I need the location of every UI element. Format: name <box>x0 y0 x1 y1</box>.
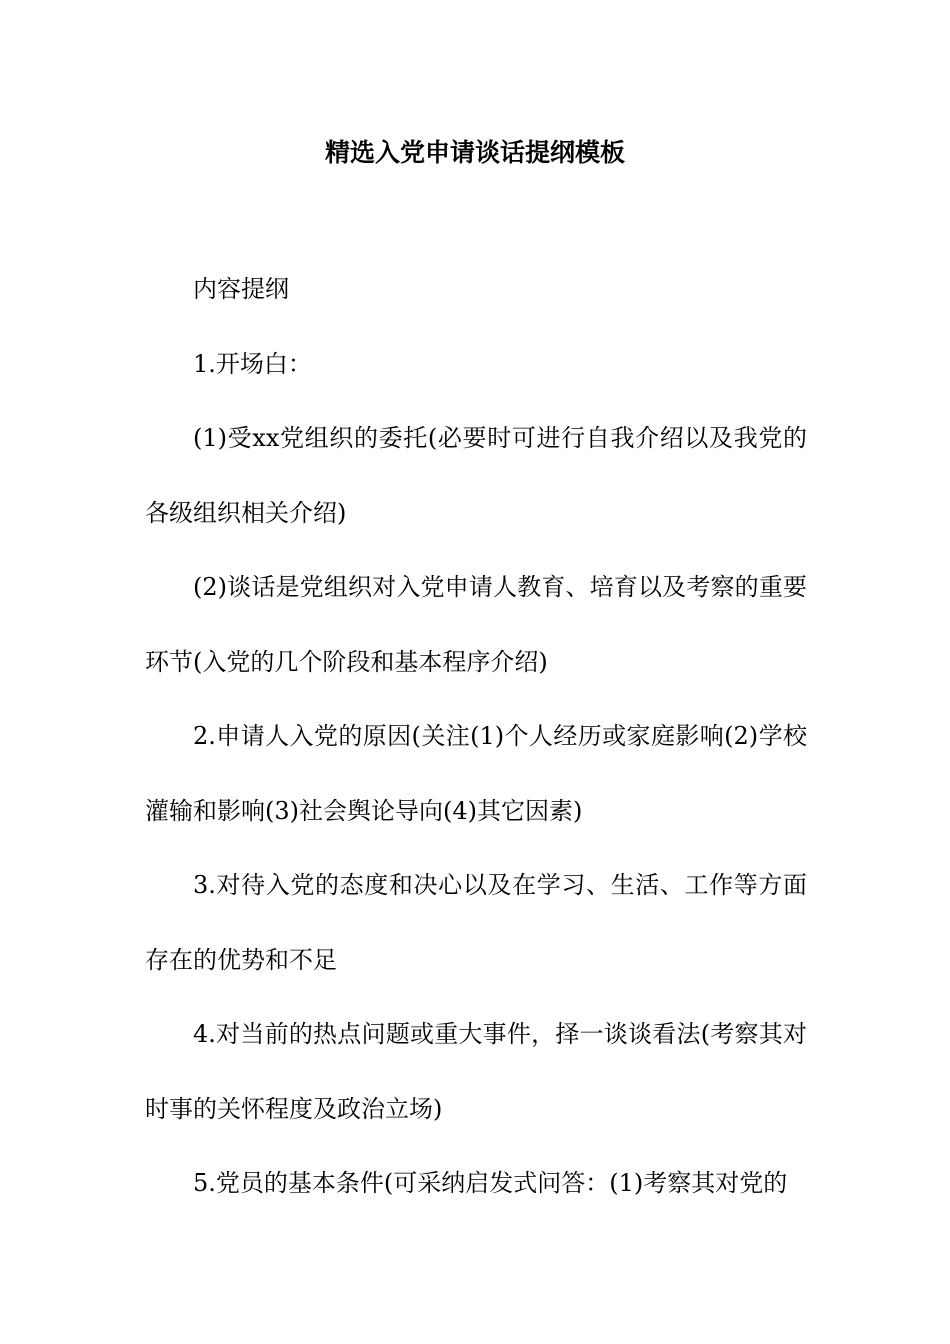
document-title: 精选入党申请谈话提纲模板 <box>324 138 625 167</box>
paragraph-opening-item-2: (2)谈话是党组织对入党申请人教育、培育以及考察的重要环节(入党的几个阶段和基本程序介绍) <box>145 573 807 676</box>
paragraph-current-events: 4.对当前的热点问题或重大事件，择一谈谈看法(考察其对时事的关怀程度及政治立场) <box>145 1020 807 1123</box>
paragraph-opening: 1.开场白： <box>193 349 312 378</box>
paragraph-opening-item-1: (1)受xx党组织的委托(必要时可进行自我介绍以及我党的各级组织相关介绍) <box>145 424 807 527</box>
paragraph-reason: 2.申请人入党的原因(关注(1)个人经历或家庭影响(2)学校灌输和影响(3)社会舆论导向(4)其它因素) <box>145 722 807 825</box>
paragraph-attitude: 3.对待入党的态度和决心以及在学习、生活、工作等方面存在的优势和不足 <box>145 871 807 974</box>
paragraph-outline-heading: 内容提纲 <box>193 275 289 303</box>
paragraph-basic-conditions: 5.党员的基本条件(可采纳启发式问答：(1)考察其对党的 <box>193 1169 788 1197</box>
document-body <box>145 252 807 1221</box>
